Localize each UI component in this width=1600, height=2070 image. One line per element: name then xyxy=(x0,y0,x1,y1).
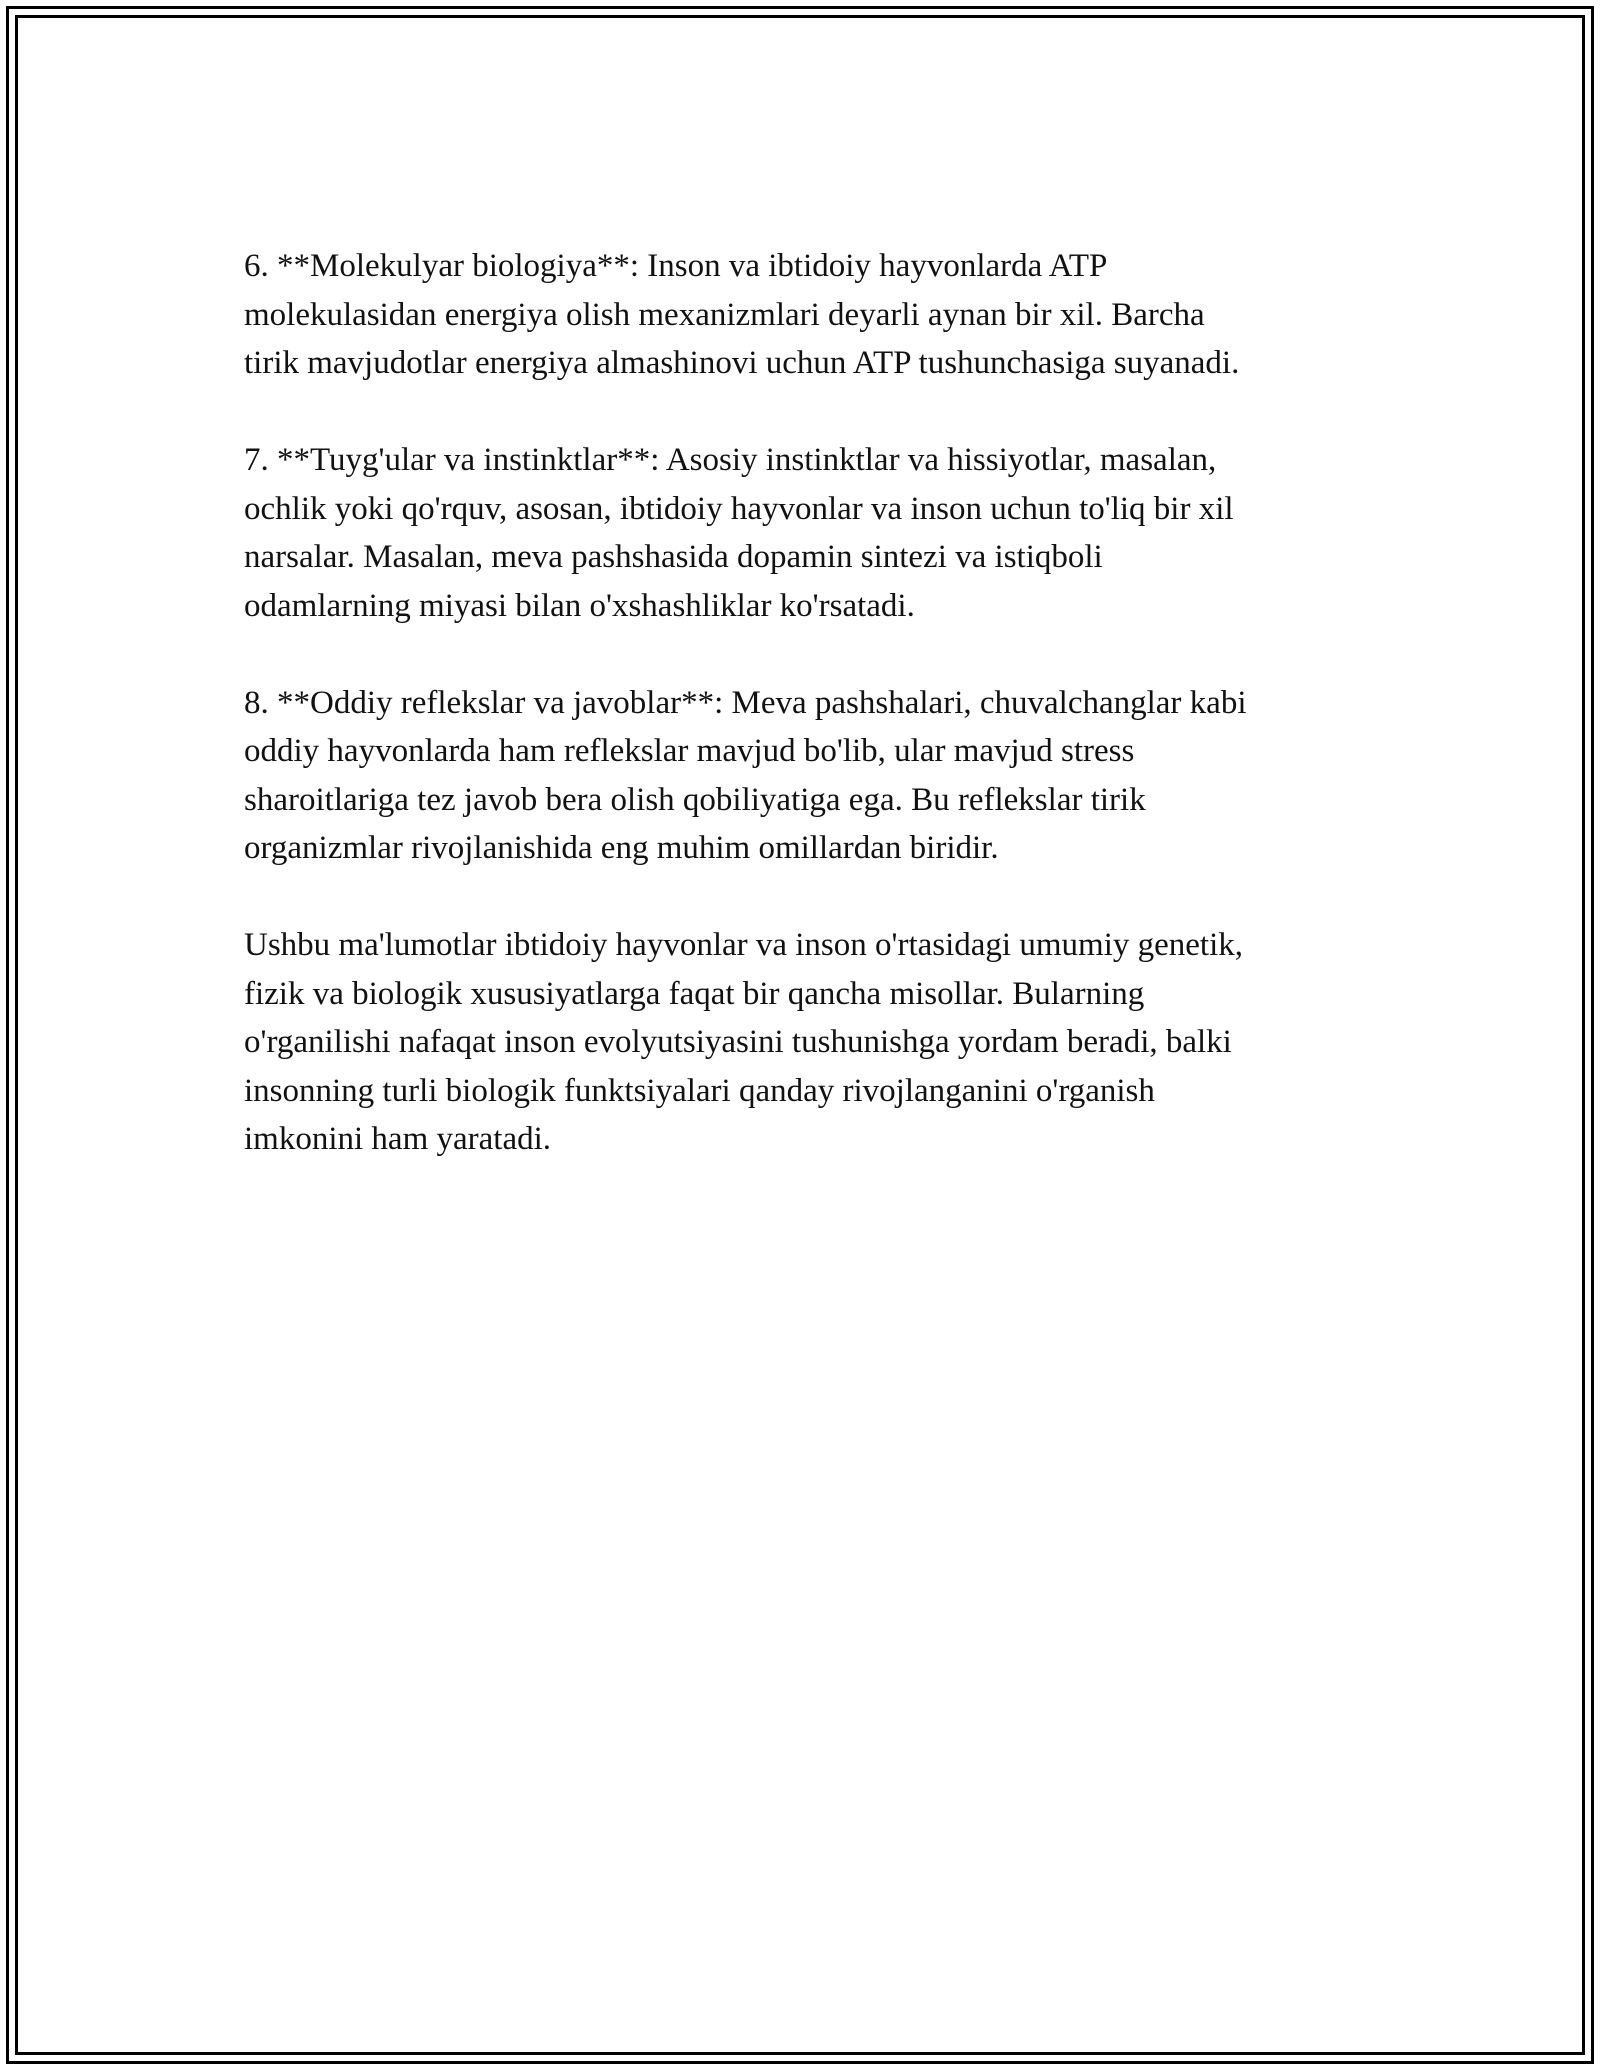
paragraph-conclusion xyxy=(244,921,1384,1164)
text-line: odamlarning miyasi bilan o'xshashliklar ko'rsatadi. xyxy=(244,587,915,624)
text-line: oddiy hayvonlarda ham reflekslar mavjud bo'lib, ular mavjud stress xyxy=(244,733,1135,769)
paragraph-molecular-biology xyxy=(244,242,1384,388)
text-line: organizmlar rivojlanishida eng muhim omillardan biridir. xyxy=(244,830,999,866)
paragraph-simple-reflexes xyxy=(244,679,1384,873)
text-line: 7. **Tuyg'ular va instinktlar**: Asosiy instinktlar va hissiyotlar, masalan, xyxy=(244,442,1217,478)
paragraph-emotions-instincts xyxy=(244,436,1384,630)
text-line: tirik mavjudotlar energiya almashinovi uchun ATP tushunchasiga suyanadi. xyxy=(244,345,1240,381)
text-line: insonning turli biologik funktsiyalari qanday rivojlanganini o'rganish xyxy=(244,1072,1155,1109)
text-line: ochlik yoki qo'rquv, asosan, ibtidoiy hayvonlar va inson uchun to'liq bir xil xyxy=(244,490,1234,527)
text-line: sharoitlariga tez javob bera olish qobiliyatiga ega. Bu reflekslar tirik xyxy=(244,781,1146,818)
document-body xyxy=(244,242,1384,1212)
text-line: fizik va biologik xususiyatlarga faqat bir qancha misollar. Bularning xyxy=(244,975,1145,1012)
text-line: molekulasidan energiya olish mexanizmlari deyarli aynan bir xil. Barcha xyxy=(244,296,1205,333)
text-line: 6. **Molekulyar biologiya**: Inson va ibtidoiy hayvonlarda ATP xyxy=(244,248,1108,284)
text-line: 8. **Oddiy reflekslar va javoblar**: Meva pashshalari, chuvalchanglar kabi xyxy=(244,684,1247,721)
text-line: Ushbu ma'lumotlar ibtidoiy hayvonlar va inson o'rtasidagi umumiy genetik, xyxy=(244,927,1243,963)
text-line: imkonini ham yaratadi. xyxy=(244,1121,552,1157)
page-frame xyxy=(6,6,1594,2064)
text-line: narsalar. Masalan, meva pashshasida dopamin sintezi va istiqboli xyxy=(244,539,1103,575)
text-line: o'rganilishi nafaqat inson evolyutsiyasini tushunishga yordam beradi, balki xyxy=(244,1024,1232,1060)
